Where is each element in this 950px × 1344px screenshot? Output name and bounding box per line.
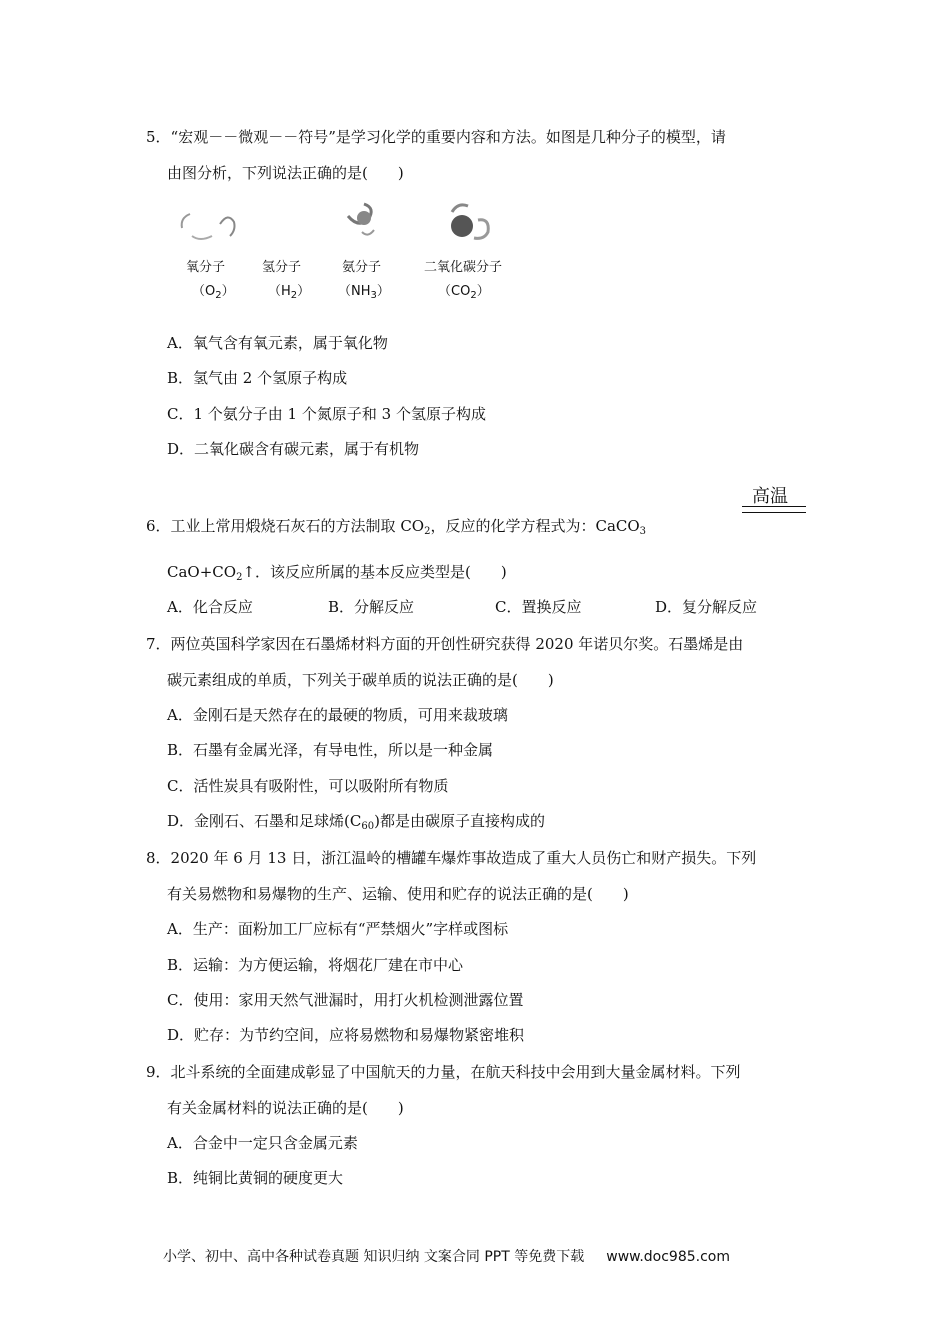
q7-option-a: A．金刚石是天然存在的最硬的物质，可用来裁玻璃: [167, 706, 508, 724]
q9-option-a: A．合金中一定只含金属元素: [167, 1134, 358, 1152]
reaction-condition: 高温: [752, 486, 788, 507]
oxygen-molecule-label: 氧分子: [186, 260, 226, 275]
footer-website-link[interactable]: www.doc985.com: [606, 1249, 730, 1265]
q6-option-c: C．置换反应: [495, 598, 582, 616]
q7-option-c: C．活性炭具有吸附性，可以吸附所有物质: [167, 777, 449, 795]
q8-option-a: A．生产：面粉加工厂应标有“严禁烟火”字样或图标: [167, 920, 509, 938]
q6-option-a: A．化合反应: [167, 598, 253, 616]
hydrogen-formula: $(H_2)$: [268, 284, 311, 301]
q6-option-b: B．分解反应: [328, 598, 415, 616]
ammonia-formula: $(NH_3)$: [338, 284, 390, 301]
carbon-dioxide-formula: $(CO_2)$: [438, 284, 490, 301]
hydrogen-molecule-label: 氢分子: [262, 260, 302, 275]
q6-stem-line1: 6．工业上常用煅烧石灰石的方法制取 $CO_2$，反应的化学方程式为：CaCO$_3$: [146, 517, 647, 537]
q8-option-d: D．贮存：为节约空间，应将易燃物和易爆物紧密堆积: [167, 1026, 525, 1044]
q7-stem-line2: 碳元素组成的单质，下列关于碳单质的说法正确的是( ): [167, 671, 554, 689]
q8-stem-line1: 8．2020 年 6 月 13 日，浙江温岭的槽罐车爆炸事故造成了重大人员伤亡和财产损失。下列: [146, 849, 757, 867]
q6-option-d: D．复分解反应: [655, 598, 758, 616]
q8-option-c: C．使用：家用天然气泄漏时，用打火机检测泄露位置: [167, 991, 524, 1009]
q5-option-c: C．1 个氨分子由 1 个氮原子和 3 个氢原子构成: [167, 405, 486, 423]
footer-text: 小学、初中、高中各种试卷真题 知识归纳 文案合同 PPT 等免费下载: [163, 1249, 585, 1265]
q5-stem-line2: 由图分析，下列说法正确的是( ): [167, 164, 404, 182]
q8-option-b: B．运输：为方便运输，将烟花厂建在市中心: [167, 956, 464, 974]
ammonia-molecule-model: [338, 198, 428, 248]
q9-stem-line1: 9．北斗系统的全面建成彰显了中国航天的力量，在航天科技中会用到大量金属材料。下列: [146, 1063, 741, 1081]
ammonia-molecule-label: 氨分子: [342, 260, 382, 275]
q7-option-b: B．石墨有金属光泽，有导电性，所以是一种金属: [167, 741, 494, 759]
reaction-equal-sign: [742, 506, 806, 513]
q9-option-b: B．纯铜比黄铜的硬度更大: [167, 1169, 344, 1187]
molecule-models-figure: [170, 198, 530, 308]
carbon-dioxide-molecule-label: 二氧化碳分子: [424, 260, 503, 275]
q8-stem-line2: 有关易燃物和易爆物的生产、运输、使用和贮存的说法正确的是( ): [167, 885, 629, 903]
q9-stem-line2: 有关金属材料的说法正确的是( ): [167, 1099, 404, 1117]
carbon-dioxide-molecule-model: [440, 198, 530, 248]
q5-option-b: B．氢气由 2 个氢原子构成: [167, 369, 348, 387]
page-footer: [163, 1246, 730, 1266]
oxygen-molecule-model: [170, 198, 260, 248]
oxygen-formula: $(O_2)$: [192, 284, 235, 301]
q5-option-a: A．氧气含有氧元素，属于氧化物: [167, 334, 388, 352]
q7-option-d: D．金刚石、石墨和足球烯$(C_{60})$都是由碳原子直接构成的: [167, 812, 545, 832]
q5-stem-line1: 5．“宏观－－微观－－符号”是学习化学的重要内容和方法。如图是几种分子的模型，请: [146, 128, 726, 146]
q6-stem-line2: $CaO+CO_2↑$．该反应所属的基本反应类型是( ): [167, 563, 507, 583]
q5-option-d: D．二氧化碳含有碳元素，属于有机物: [167, 440, 420, 458]
q7-stem-line1: 7．两位英国科学家因在石墨烯材料方面的开创性研究获得 2020 年诺贝尔奖。石墨烯是由: [146, 635, 744, 653]
